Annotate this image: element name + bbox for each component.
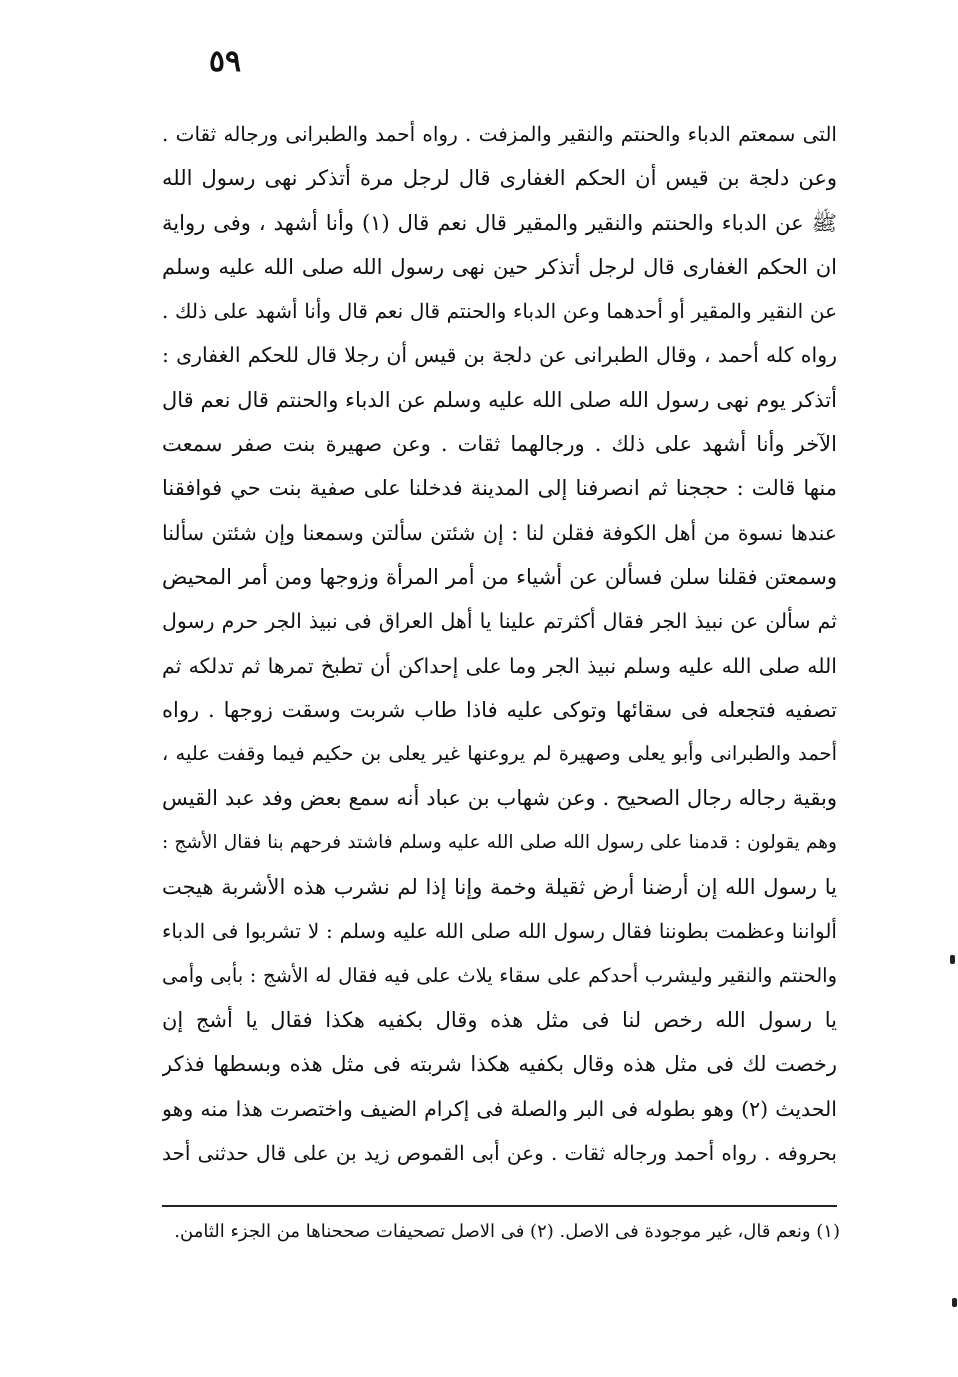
text-line-8: الآخر وأنا أشهد على ذلك . ورجالهما ثقات . وعن صهيرة بنت صفر سمعت — [162, 432, 837, 457]
text-line-10: عندها نسوة من أهل الكوفة فقلن لنا : إن شئتن سألتن وسمعنا وإن شئتن سألنا — [162, 520, 837, 545]
text-line-12: ثم سألن عن نبيذ الجر فقال أكثرتم علينا يا أهل العراق فى نبيذ الجر حرم رسول — [162, 609, 837, 634]
text-line-6: رواه كله أحمد ، وقال الطبرانى عن دلجة بن قيس أن رجلا قال للحكم الغفارى : — [162, 343, 837, 368]
main-text-block — [162, 112, 837, 1175]
text-line-24: بحروفه . رواه أحمد ورجاله ثقات . وعن أبى القموص زيد بن على قال حدثنى أحد — [162, 1140, 837, 1165]
text-line-9: منها قالت : حججنا ثم انصرفنا إلى المدينة فدخلنا على صفية بنت حي فوافقنا — [162, 476, 837, 501]
text-line-3: ﷺ عن الدباء والحنتم والنقير والمقير قال نعم قال (١) وأنا أشهد ، وفى رواية — [162, 210, 837, 235]
text-line-16: وبقية رجاله رجال الصحيح . وعن شهاب بن عباد أنه سمع بعض وفد عبد القيس — [162, 786, 837, 811]
footnote: (١) ونعم قال، غير موجودة فى الاصل. (٢) فى الاصل تصحيفات صححناها من الجزء الثامن. — [174, 1221, 840, 1242]
text-line-7: أتذكر يوم نهى رسول الله صلى الله عليه وسلم عن الدباء والحنتم قال نعم قال — [162, 387, 837, 412]
text-line-19: ألواننا وعظمت بطوننا فقال رسول الله صلى الله عليه وسلم : لا تشربوا فى الدباء — [162, 919, 837, 944]
text-line-18: يا رسول الله إن أرضنا أرض ثقيلة وخمة وإنا إذا لم نشرب هذه الأشربة هيجت — [162, 875, 837, 900]
text-line-13: الله صلى الله عليه وسلم نبيذ الجر وما على إحداكن أن تطبخ تمرها ثم تدلكه ثم — [162, 653, 837, 678]
scan-mark — [950, 955, 955, 964]
text-line-11: وسمعتن فقلنا سلن فسألن عن أشياء من أمر المرأة وزوجها ومن أمر المحيض — [162, 564, 837, 589]
text-line-4: ان الحكم الغفارى قال لرجل أتذكر حين نهى رسول الله صلى الله عليه وسلم — [162, 254, 837, 279]
scan-mark — [952, 1298, 957, 1307]
text-line-21: يا رسول الله رخص لنا فى مثل هذه وقال بكفيه هكذا فقال يا أشج إن — [162, 1007, 837, 1032]
text-line-5: عن النقير والمقير أو أحدهما وعن الدباء والحنتم قال نعم قال وأنا أشهد على ذلك . — [162, 299, 837, 324]
text-line-2: وعن دلجة بن قيس أن الحكم الغفارى قال لرجل مرة أتذكر نهى رسول الله — [162, 166, 837, 191]
text-line-14: تصفيه فتجعله فى سقائها وتوكى عليه فاذا طاب شربت وسقت زوجها . رواه — [162, 697, 837, 722]
text-line-20: والحنتم والنقير وليشرب أحدكم على سقاء يلاث على فيه فقال له الأشج : بأبى وأمى — [162, 963, 837, 987]
text-line-15: أحمد والطبرانى وأبو يعلى وصهيرة لم يروعنها غير يعلى بن حكيم فيما وقفت عليه ، — [162, 742, 837, 766]
text-line-17: وهم يقولون : قدمنا على رسول الله صلى الله عليه وسلم فاشتد فرحهم بنا فقال الأشج : — [162, 831, 837, 853]
text-line-22: رخصت لك فى مثل هذه وقال بكفيه هكذا شربته فى مثل هذه وبسطها فذكر — [162, 1052, 837, 1077]
text-line-23: الحديث (٢) وهو بطوله فى البر والصلة فى إكرام الضيف واختصرت هذا منه وهو — [162, 1096, 837, 1121]
text-line-1: التى سمعتم الدباء والحنتم والنقير والمزفت . رواه أحمد والطبرانى ورجاله ثقات . — [162, 122, 837, 146]
footnote-separator — [162, 1205, 837, 1207]
page-number: ٥٩ — [208, 44, 242, 79]
